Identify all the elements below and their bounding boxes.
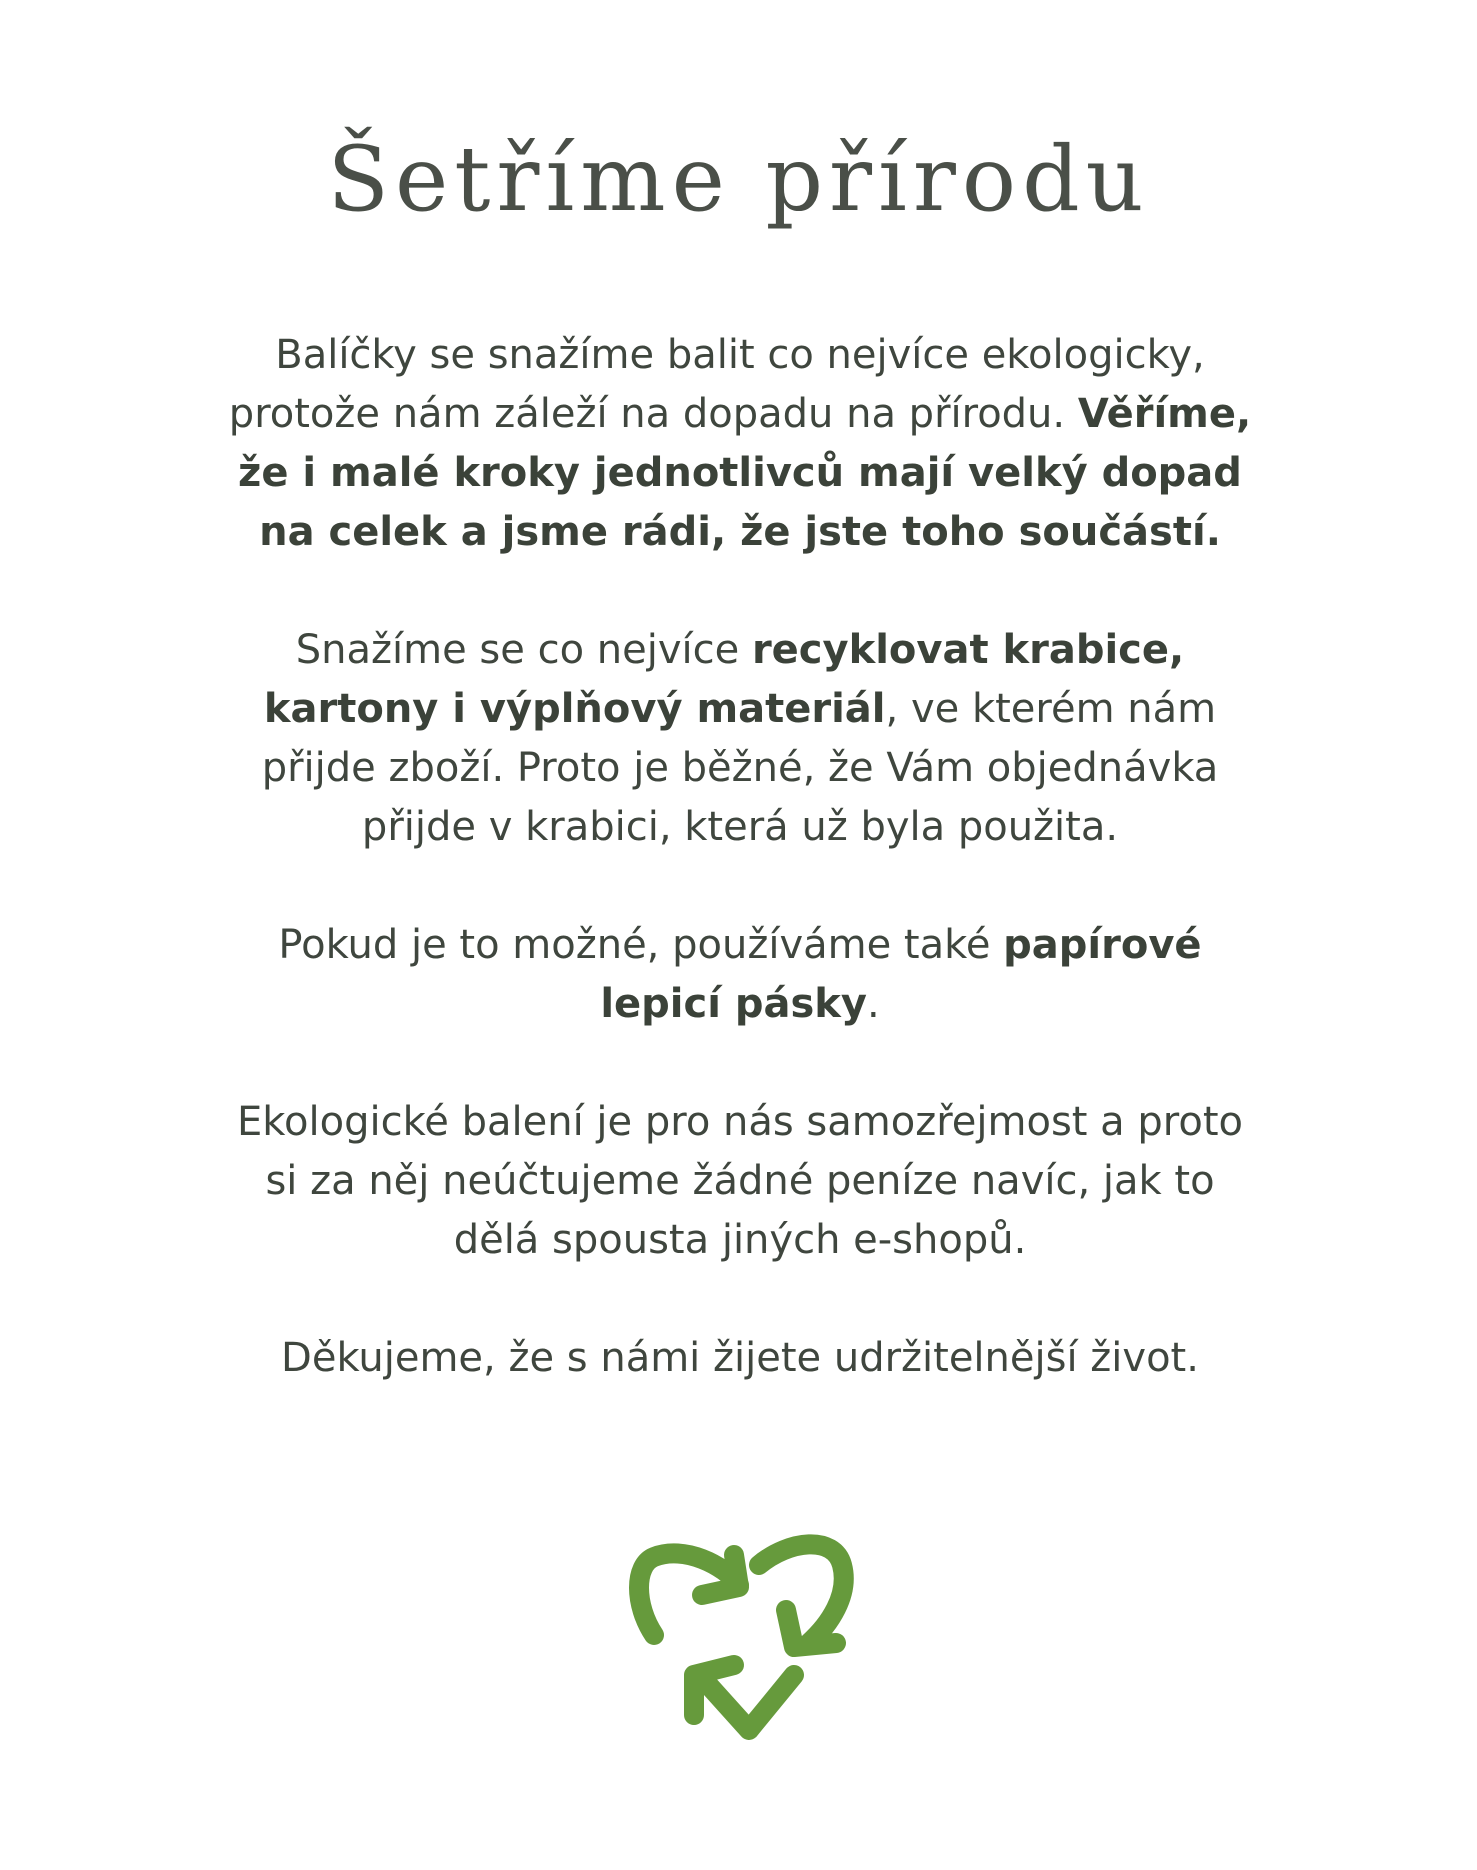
recycle-icon bbox=[614, 1525, 864, 1765]
paragraph-bold-text: papírové lepicí pásky bbox=[600, 922, 1202, 1027]
paragraph-paper-tape bbox=[220, 916, 1260, 1034]
paragraph-text: Snažíme se co nejvíce bbox=[295, 627, 752, 673]
paragraph-text: Balíčky se snažíme balit co nejvíce ekologicky, protože nám záleží na dopadu na přírodu. bbox=[228, 332, 1205, 437]
paragraph-eco-packaging bbox=[220, 326, 1260, 562]
paragraph-bold-text: Věříme, že i malé kroky jednotlivců mají velký dopad na celek a jsme rádi, že jste toho součástí. bbox=[238, 391, 1252, 555]
paragraph-text: . bbox=[866, 981, 880, 1027]
paragraph-bold-text: recyklovat krabice, kartony i výplňový materiál bbox=[263, 627, 1185, 732]
body-text bbox=[220, 326, 1260, 1388]
page-title: Šetříme přírodu bbox=[327, 127, 1150, 232]
recycle-arrow-right bbox=[759, 1544, 844, 1643]
recycle-arrow-bottom bbox=[704, 1675, 794, 1730]
paragraph-no-extra-fee: Ekologické balení je pro nás samozřejmost a proto si za něj neúčtujeme žádné peníze navíc, jak to dělá spousta jiných e-shopů. bbox=[237, 1099, 1243, 1263]
paragraph-thanks: Děkujeme, že s námi žijete udržitelnější život. bbox=[281, 1335, 1199, 1381]
paragraph-text: Pokud je to možné, používáme také bbox=[278, 922, 1004, 968]
paragraph-recycling bbox=[220, 621, 1260, 857]
paragraph-text: , ve kterém nám přijde zboží. Proto je běžné, že Vám objednávka přijde v krabici, která už byla použita. bbox=[261, 686, 1219, 850]
